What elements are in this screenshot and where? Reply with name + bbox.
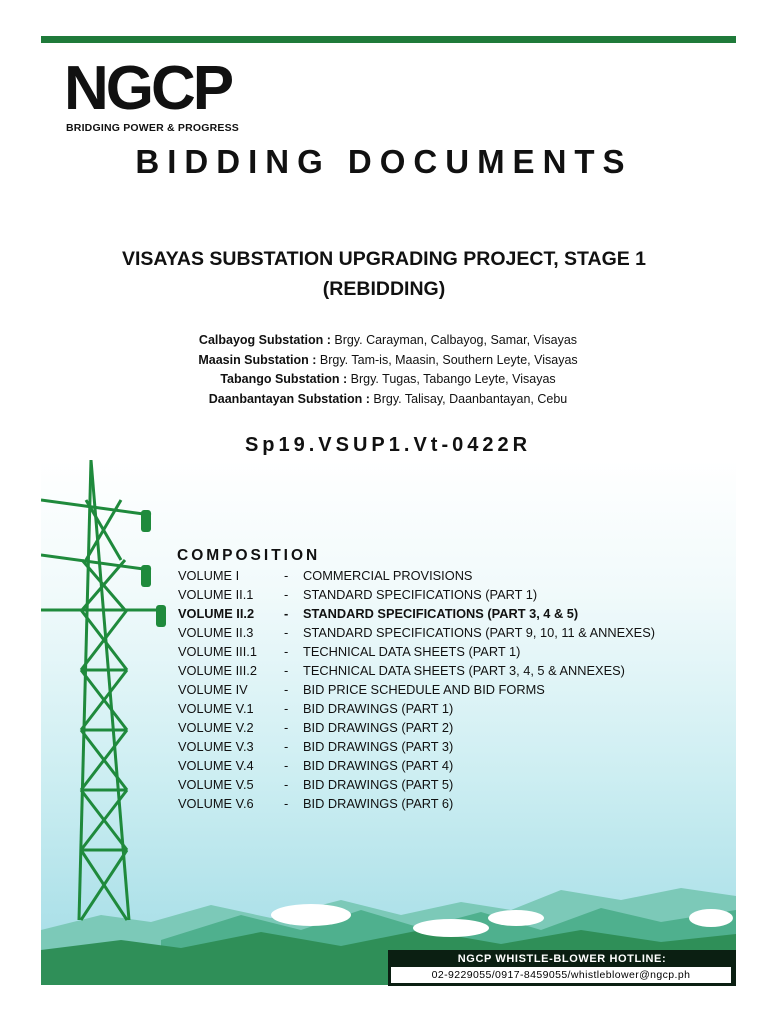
- volume-number: VOLUME I: [178, 568, 240, 583]
- composition-heading: COMPOSITION: [177, 547, 321, 564]
- volume-title: BID DRAWINGS (PART 6): [303, 796, 454, 811]
- substation-location: Brgy. Talisay, Daanbantayan, Cebu: [373, 391, 568, 406]
- substation-name: Daanbantayan Substation :: [208, 391, 370, 406]
- volume-title: BID DRAWINGS (PART 5): [303, 777, 454, 792]
- substation-item: [0, 390, 768, 410]
- volume-title: BID DRAWINGS (PART 4): [303, 758, 454, 773]
- volume-dash: -: [284, 682, 289, 697]
- volume-title: TECHNICAL DATA SHEETS (PART 3, 4, 5 & ANNEXES): [303, 663, 625, 678]
- volume-number: VOLUME V.5: [178, 777, 254, 792]
- logo-tagline: BRIDGING POWER & PROGRESS: [66, 122, 240, 134]
- volume-dash: -: [284, 644, 289, 659]
- volume-title: BID PRICE SCHEDULE AND BID FORMS: [303, 682, 545, 697]
- volume-dash: -: [284, 625, 289, 640]
- volume-title: COMMERCIAL PROVISIONS: [303, 568, 473, 583]
- substation-location: Brgy. Tam-is, Maasin, Southern Leyte, Visayas: [319, 352, 578, 367]
- document-code: Sp19.VSUP1.Vt-0422R: [244, 434, 532, 456]
- volume-number: VOLUME III.2: [178, 663, 257, 678]
- volume-dash: -: [284, 758, 289, 773]
- volume-number: VOLUME V.4: [178, 758, 254, 773]
- volume-number: VOLUME II.1: [178, 587, 254, 602]
- volume-title: STANDARD SPECIFICATIONS (PART 1): [303, 587, 538, 602]
- substation-name: Calbayog Substation :: [198, 333, 331, 347]
- substation-list: [0, 331, 768, 409]
- substation-item: [0, 331, 768, 351]
- volume-number: VOLUME V.6: [178, 796, 254, 811]
- volume-dash: -: [284, 568, 289, 583]
- volume-number: VOLUME V.3: [178, 739, 254, 754]
- substation-location: Brgy. Carayman, Calbayog, Samar, Visayas: [334, 333, 578, 347]
- volume-number: VOLUME V.2: [178, 720, 254, 735]
- substation-name: Tabango Substation :: [220, 372, 348, 386]
- volume-number: VOLUME V.1: [178, 701, 254, 716]
- volume-title: TECHNICAL DATA SHEETS (PART 1): [303, 644, 521, 659]
- substation-name: Maasin Substation :: [198, 352, 317, 367]
- whistleblower-hotline-banner: [388, 950, 736, 986]
- substation-item: [0, 370, 768, 390]
- volume-dash: -: [284, 587, 289, 602]
- volume-title: STANDARD SPECIFICATIONS (PART 9, 10, 11 & ANNEXES): [303, 625, 656, 640]
- substation-item: [0, 351, 768, 371]
- ngcp-logo: NGCP: [64, 54, 232, 123]
- volume-dash: -: [284, 796, 289, 811]
- top-green-bar: [41, 36, 736, 43]
- volume-title: BID DRAWINGS (PART 2): [303, 720, 454, 735]
- volume-dash: -: [284, 606, 289, 621]
- volume-number: VOLUME II.3: [178, 625, 254, 640]
- volume-title: BID DRAWINGS (PART 3): [303, 739, 454, 754]
- volume-number: VOLUME II.2: [178, 606, 255, 621]
- volume-title: BID DRAWINGS (PART 1): [303, 701, 454, 716]
- volume-dash: -: [284, 720, 289, 735]
- volume-dash: -: [284, 777, 289, 792]
- hotline-contact: 02-9229055/0917-8459055/whistleblower@ngcp.ph: [391, 967, 731, 983]
- project-title: [0, 244, 768, 304]
- document-title: BIDDING DOCUMENTS: [135, 143, 633, 180]
- volume-dash: -: [284, 739, 289, 754]
- volume-dash: -: [284, 701, 289, 716]
- volume-number: VOLUME III.1: [178, 644, 257, 659]
- project-title-line2: (REBIDDING): [322, 278, 446, 300]
- volume-dash: -: [284, 663, 289, 678]
- substation-location: Brgy. Tugas, Tabango Leyte, Visayas: [350, 372, 556, 386]
- volume-title: STANDARD SPECIFICATIONS (PART 3, 4 & 5): [303, 606, 579, 621]
- project-title-line1: VISAYAS SUBSTATION UPGRADING PROJECT, STAGE 1: [121, 248, 647, 270]
- volume-number: VOLUME IV: [178, 682, 248, 697]
- hotline-title: NGCP WHISTLE-BLOWER HOTLINE:: [457, 953, 667, 965]
